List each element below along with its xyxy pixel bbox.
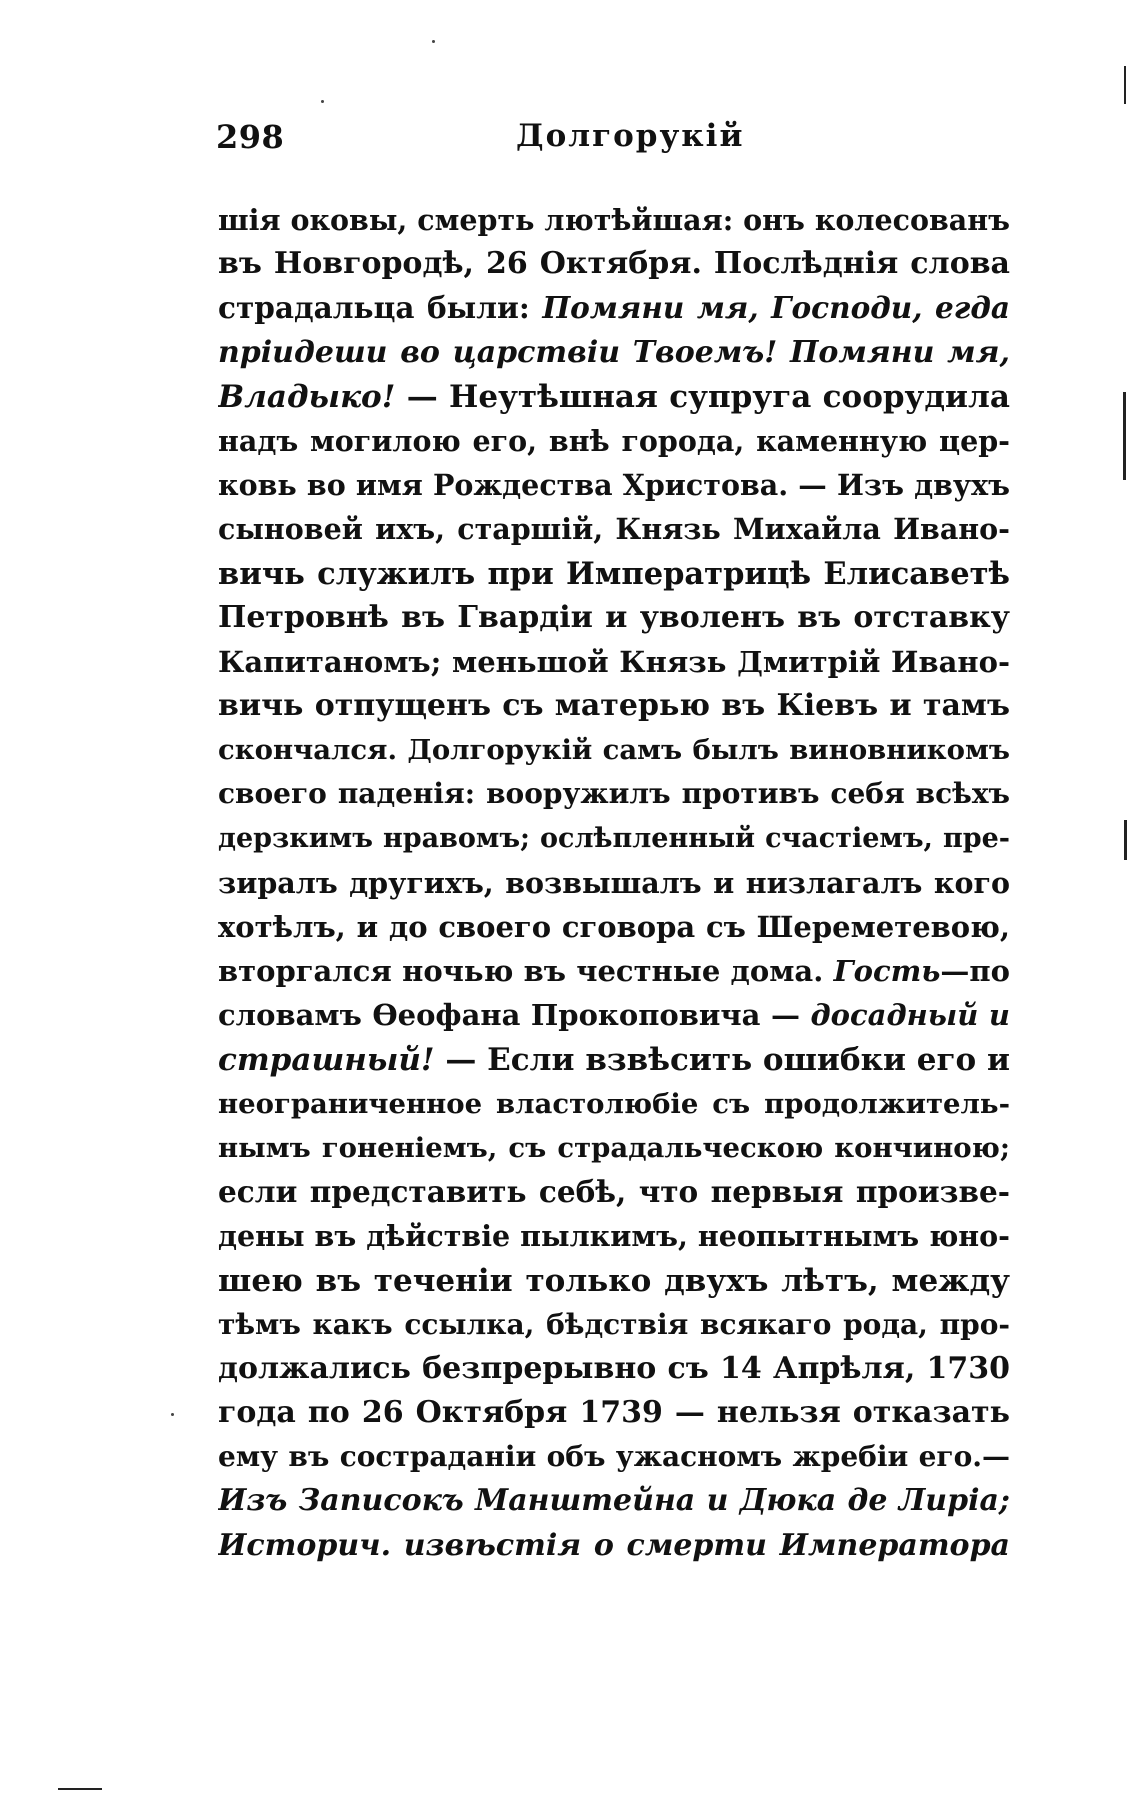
text-line (218, 993, 1010, 1037)
text-run: вичь отпущенъ съ матерью въ Кіевъ и тамъ (218, 688, 1010, 724)
text-run: Петровнѣ въ Гвардіи и уволенъ въ отставку (218, 599, 1010, 635)
text-line (218, 905, 1010, 949)
text-line (218, 286, 1010, 330)
text-line (218, 1038, 1010, 1082)
margin-rule (58, 1788, 102, 1790)
text-run: страдальца были: (218, 290, 543, 326)
text-line (218, 375, 1010, 419)
italic-run: Помяни мя, Господи, егда (542, 290, 1010, 326)
margin-rule (1124, 66, 1126, 104)
text-run: въ Новгородѣ, 26 Октября. Послѣднія слова (218, 246, 1010, 282)
text-line (218, 1524, 1010, 1568)
italic-run: досадный и (810, 998, 1010, 1033)
margin-rule (1123, 392, 1126, 480)
text-line (218, 596, 1010, 640)
text-run: зиралъ другихъ, возвышалъ и низлагалъ кого (218, 865, 1010, 900)
text-run: скончался. Долгорукій самъ былъ виновникомъ (218, 734, 1010, 767)
text-run: — Неутѣшная супруга соорудила (395, 378, 1010, 415)
text-run: словамъ Ѳеофана Прокоповича — (218, 998, 811, 1033)
margin-rule (1124, 820, 1127, 860)
italic-run: пріидеши во царствіи Твоемъ! Помяни мя, (218, 334, 1010, 370)
text-line (218, 1126, 1010, 1170)
text-run: года по 26 Октября 1739 — нельзя отказать (218, 1395, 1010, 1431)
text-run: нымъ гоненіемъ, съ страдальческою кончиною; (218, 1131, 1010, 1164)
text-line (218, 463, 1010, 507)
text-line (218, 1082, 1010, 1126)
text-run: —по (940, 954, 1010, 989)
italic-run: Историч. извѣстія о смерти Императора (218, 1527, 1010, 1563)
text-run: тѣмъ какъ ссылка, бѣдствія всякаго рода, про- (218, 1307, 1010, 1341)
text-line (218, 331, 1010, 375)
text-line (218, 507, 1010, 551)
text-run: шею въ теченіи только двухъ лѣтъ, между (218, 1262, 1010, 1299)
italic-run: Владыко! (218, 378, 396, 415)
text-run: шія оковы, смерть лютѣйшая: онъ колесованъ (218, 203, 1010, 237)
text-line (218, 684, 1010, 728)
text-line (218, 198, 1010, 242)
text-run: вичь служилъ при Императрицѣ Елисаветѣ (218, 555, 1010, 592)
body-text (218, 198, 1010, 1568)
text-run: сыновей ихъ, старшій, Князь Михайла Ивано- (218, 512, 1010, 547)
running-head: Долгорукій (516, 118, 745, 154)
text-run: должались безпрерывно съ 14 Апрѣля, 1730 (218, 1350, 1010, 1386)
text-line (218, 861, 1010, 905)
italic-run: Изъ Записокъ Манштейна и Дюка де Лиріа; (218, 1483, 1010, 1519)
italic-run: Гость (833, 954, 941, 989)
scan-speck (432, 40, 435, 43)
page-header (216, 118, 1016, 174)
text-line (218, 817, 1010, 861)
text-line (218, 1259, 1010, 1303)
text-run: ему въ состраданіи объ ужасномъ жребіи его.— (218, 1440, 1010, 1474)
page-number: 298 (216, 118, 285, 156)
text-line (218, 1303, 1010, 1347)
text-line (218, 728, 1010, 772)
text-line (218, 1214, 1010, 1258)
text-run: если представить себѣ, что первыя произве- (218, 1174, 1010, 1210)
text-line (218, 242, 1010, 286)
text-run: дерзкимъ нравомъ; ослѣпленный счастіемъ, пре- (218, 822, 1010, 854)
text-run: — Если взвѣсить ошибки его и (434, 1041, 1010, 1078)
text-line (218, 1391, 1010, 1435)
text-run: Капитаномъ; меньшой Князь Дмитрій Ивано- (218, 644, 1010, 679)
text-line (218, 949, 1010, 993)
text-run: ковь во имя Рождества Христова. — Изъ двухъ (218, 468, 1010, 503)
text-run: дены въ дѣйствіе пылкимъ, неопытнымъ юно- (218, 1219, 1010, 1254)
text-line (218, 640, 1010, 684)
text-line (218, 1479, 1010, 1523)
scan-speck (171, 1413, 174, 1416)
text-run: вторгался ночью въ честные дома. (218, 954, 834, 989)
text-line (218, 1170, 1010, 1214)
text-run: хотѣлъ, и до своего сговора съ Шереметевою, (218, 910, 1010, 944)
text-line (218, 1435, 1010, 1479)
text-line (218, 419, 1010, 463)
text-run: своего паденія: вооружилъ противъ себя всѣхъ (218, 777, 1010, 811)
text-line (218, 772, 1010, 816)
text-run: надъ могилою его, внѣ города, каменную цер- (218, 423, 1010, 458)
text-run: неограниченное властолюбіе съ продолжитель- (218, 1087, 1010, 1120)
text-line (218, 552, 1010, 596)
scan-speck (321, 100, 324, 103)
italic-run: страшный! (218, 1041, 435, 1078)
text-line (218, 1347, 1010, 1391)
